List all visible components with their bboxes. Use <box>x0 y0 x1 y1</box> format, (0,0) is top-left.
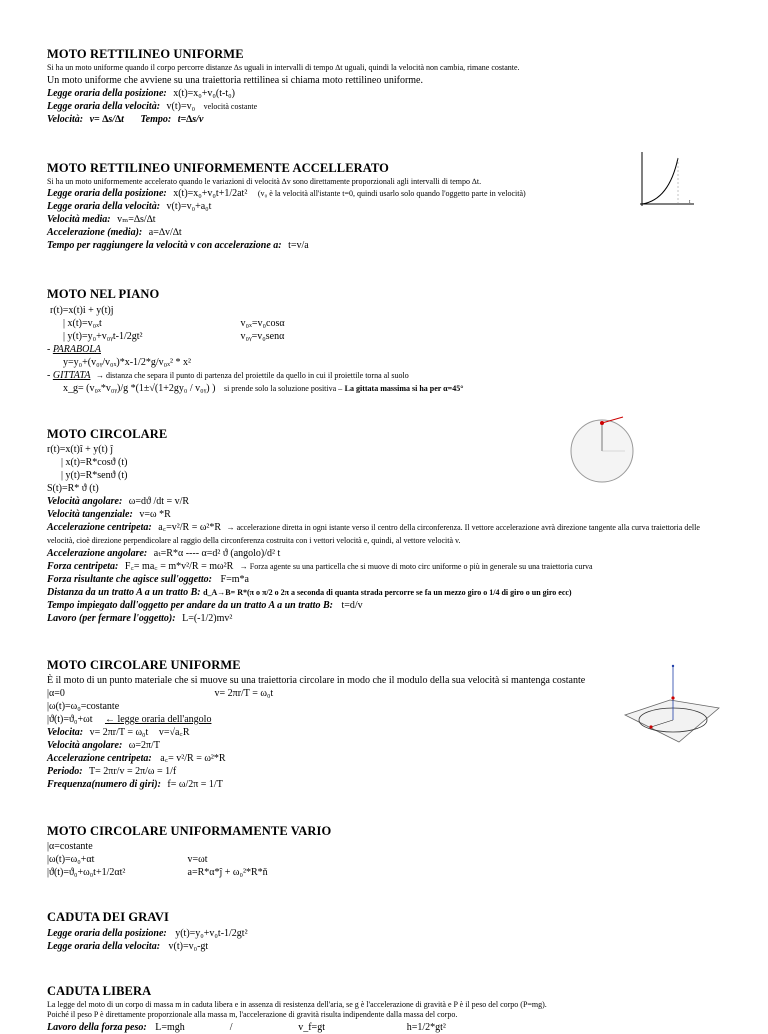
section-caduta-dei-gravi <box>47 909 717 952</box>
bullet: - <box>47 369 51 381</box>
formula-row <box>47 187 717 200</box>
formula-line: y=y₀+(v₀ᵧ/v₀ₓ)*x-1/2*g/v₀ₓ² * x² <box>63 356 191 368</box>
formula-value: x_g= (v₀ₓ*v₀ᵧ)/g *(1±√(1+2gy₀ / v₀ᵧ) ) <box>63 382 216 394</box>
formula-row <box>47 599 717 612</box>
particle <box>600 421 604 425</box>
circle-3d-figure <box>615 660 723 745</box>
formula-row <box>47 927 717 940</box>
description: Si ha un moto uniformemente accelerato quando le variazioni di velocità ∆v sono direttamente proporzionali agli intervalli di tempo ∆t. <box>47 176 482 186</box>
formula-row <box>47 226 717 239</box>
formula-line <box>47 317 717 330</box>
formula-line <box>47 866 717 879</box>
description: Poiché il peso P è direttamente proporzionale alla massa m, l'accelerazione di gravità risulta indipendente dalla massa del corpo. <box>47 1010 458 1020</box>
formula-row <box>47 612 717 625</box>
formula-line <box>47 853 717 866</box>
formula-value: d_A→B= R*(π o π/2 o 2π a seconda di quanta strada percorre se fa un mezzo giro o 1/4 di giro o un giro ecc) <box>203 587 572 597</box>
formula-value: F=m*a <box>220 573 249 585</box>
section-title: MOTO CIRCOLARE <box>47 426 168 441</box>
description: La legge del moto di un corpo di massa m in caduta libera e in assenza di resistenza dell'aria, se g è l'accelerazione di gravità e P è il peso del corpo (P=mg). <box>47 999 547 1009</box>
formula-value: v= 2πr/T = ω₀t <box>214 688 274 700</box>
formula-line: S(t)=R* ϑ (t) <box>47 482 99 494</box>
formula-value: t=v/a <box>288 240 309 252</box>
formula-value: y(t)=y₀+v₀t-1/2gt² <box>175 927 248 939</box>
formula-value: t=d/v <box>341 599 363 611</box>
formula-label: Distanza da un tratto A a un tratto B: <box>47 586 201 598</box>
formula-row <box>47 1021 717 1034</box>
formula-row <box>47 239 717 252</box>
axis-label: t <box>689 200 691 205</box>
section-moto-rettilineo-uniforme <box>47 46 717 126</box>
formula-value: v=ω *R <box>139 508 171 520</box>
section-moto-uniformemente-accelerato <box>47 160 717 253</box>
formula-note: → distanza che separa il punto di partenza del proiettile da quello in cui il proiettile torna al suolo <box>95 370 409 380</box>
formula-line: |α=costante <box>47 841 93 853</box>
formula-row <box>47 765 717 778</box>
formula-label: Forza risultante che agisce sull'oggetto: <box>47 573 213 585</box>
formula-row <box>47 586 717 599</box>
graph-figure <box>634 150 696 208</box>
section-title: MOTO NEL PIANO <box>47 287 160 302</box>
formula-value: |ϑ(t)=ϑ₀+ω₀t+1/2αt² <box>47 867 126 879</box>
formula-label: Accelerazione angolare: <box>47 547 148 559</box>
section-title: MOTO RETTILINEO UNIFORMEMENTE ACCELLERATO <box>47 160 390 175</box>
formula-value: L=mgh <box>155 1021 185 1033</box>
formula-value: x(t)=x₀+v₀(t-t₀) <box>173 87 235 99</box>
formula-label: Velocità angolare: <box>47 740 123 752</box>
formula-row <box>47 573 717 586</box>
formula-label: Legge oraria della velocita: <box>47 940 161 952</box>
section-moto-circolare-uniformemente-vario <box>47 823 717 879</box>
bullet: - <box>47 343 51 355</box>
section-title: MOTO CIRCOLARE UNIFORME <box>47 657 241 672</box>
formula-label: Legge oraria della velocità: <box>47 201 161 213</box>
formula-value: v_f=gt <box>298 1021 325 1033</box>
axis-tip <box>672 665 674 667</box>
formula-value: |ϑ(t)=ϑ₀+ωt <box>47 714 93 726</box>
formula-label: Legge oraria della velocità: <box>47 100 161 112</box>
formula-note: velocità costante <box>203 101 258 111</box>
section-title: MOTO CIRCOLARE UNIFORMAMENTE VARIO <box>47 824 332 839</box>
formula-value: v= ∆s/∆t <box>89 113 124 125</box>
formula-label: Forza centripeta: <box>47 560 119 572</box>
formula-line: r(t)=x(t)i + y(t)j <box>50 304 114 316</box>
gittata-label: GITTATA <box>52 369 91 381</box>
formula-value: v= 2πr/T = ω₀t <box>89 727 149 739</box>
formula-note: La gittata massima si ha per α=45° <box>344 383 464 393</box>
formula-value: ω=dϑ /dt = v/R <box>128 495 190 507</box>
formula-label: Lavoro della forza peso: <box>47 1021 147 1033</box>
formula-value: a=∆v/∆t <box>148 227 182 239</box>
curve <box>642 158 678 204</box>
formula-line <box>47 382 717 395</box>
formula-value: v=√a꜀R <box>158 727 190 739</box>
formula-label: Velocità angolare: <box>47 495 123 507</box>
formula-row <box>47 213 717 226</box>
formula-row <box>47 100 717 113</box>
formula-value: v(t)=v₀+a₀t <box>166 201 212 213</box>
particle <box>649 725 652 728</box>
formula-label: Velocita: <box>47 727 84 739</box>
formula-note: → Forza agente su una particella che si muove di moto circ uniforme o più in generale su una traiettoria curva <box>239 561 593 571</box>
formula-label: Frequenza(numero di giri): <box>47 779 161 791</box>
formula-row <box>47 495 717 508</box>
formula-value: |ω(t)=ω₀+αt <box>47 854 95 866</box>
formula-value: v₀ᵧ=v₀senα <box>240 330 285 342</box>
section-title: CADUTA LIBERA <box>47 983 152 998</box>
formula-label: Accelerazione centripeta: <box>47 521 152 533</box>
formula-value: vₘ=∆s/∆t <box>117 214 156 226</box>
formula-row <box>47 940 717 953</box>
formula-note: ← legge oraria dell'angolo <box>104 714 212 726</box>
formula-value: |α=0 <box>47 688 65 700</box>
description: Si ha un moto uniforme quando il corpo percorre distanze ∆s uguali in intervalli di tempo ∆t uguali, quindi la velocità non cambia, rimane costante. <box>47 63 520 73</box>
formula-value: F꜀= ma꜀ = m*v²/R = mω²R <box>124 560 234 572</box>
formula-line: | x(t)=R*cosϑ (t) <box>61 456 128 468</box>
circle-figure <box>565 413 640 488</box>
formula-row <box>47 113 717 126</box>
formula-value: v₀ₓ=v₀cosα <box>240 317 285 329</box>
formula-label: Lavoro (per fermare l'oggetto): <box>47 612 176 624</box>
formula-row <box>47 87 717 100</box>
formula-line: r(t)=x(t)î + y(t) ĵ <box>47 443 113 455</box>
formula-row <box>47 752 717 765</box>
formula-label: Tempo: <box>140 113 172 125</box>
formula-value: a꜀= v²/R = ω²*R <box>160 753 226 765</box>
formula-value: | x(t)=v₀ₓt <box>63 317 102 329</box>
formula-label: Legge oraria della posizione: <box>47 188 167 200</box>
formula-value: ω=2π/T <box>128 740 160 752</box>
formula-value: a꜀=v²/R = ω²*R <box>158 521 222 533</box>
section-title: CADUTA DEI GRAVI <box>47 910 169 925</box>
formula-value: v=ωt <box>187 854 208 866</box>
formula-value: f= ω/2π = 1/T <box>167 779 223 791</box>
description: È il moto di un punto materiale che si muove su una traiettoria circolare in modo che il modulo della sua velocità si mantenga costante <box>47 675 586 687</box>
formula-line: |ω(t)=ω₀=costante <box>47 701 120 713</box>
formula-note: → accelerazione diretta in ogni istante verso il centro della circonferenza. Il vettore accelerazione avrà direzione tangente alla curva traiettoria delle velocità, cioè direzione perpendicolare al raggio della circonferenza costruita con i vettori velocità e, quindi, al vettore velocità v. <box>47 522 700 545</box>
formula-line: | y(t)=R*senϑ (t) <box>61 469 128 481</box>
formula-label: Velocità: <box>47 113 84 125</box>
section-moto-nel-piano <box>47 286 717 394</box>
formula-row <box>47 560 717 573</box>
formula-value: T= 2πr/v = 2π/ω = 1/f <box>89 766 177 778</box>
formula-label: Accelerazione (media): <box>47 227 143 239</box>
formula-value: h=1/2*gt² <box>406 1021 446 1033</box>
gittata-label-row <box>47 369 717 382</box>
formula-label: Tempo impiegato dall'oggetto per andare da un tratto A a un tratto B: <box>47 599 333 611</box>
formula-value: v(t)=v₀-gt <box>168 940 209 952</box>
formula-label: Legge oraria della posizione: <box>47 87 167 99</box>
omega-point <box>671 696 674 699</box>
formula-value: | y(t)=y₀+v₀ᵧt-1/2gt² <box>63 330 143 342</box>
separator: / <box>229 1021 233 1033</box>
formula-label: Tempo per raggiungere la velocità v con accelerazione a: <box>47 240 282 252</box>
formula-value: aₜ=R*α ---- α=d² ϑ (angolo)/d² t <box>153 547 281 559</box>
formula-line <box>47 330 717 343</box>
formula-label: Periodo: <box>47 766 83 778</box>
formula-value: x(t)=x₀+v₀t+1/2at² <box>173 188 248 200</box>
section-title: MOTO RETTILINEO UNIFORME <box>47 47 244 61</box>
formula-value: a=R*α*ĵ + ω₀²*R*ň <box>187 867 268 879</box>
parabola-label-row <box>47 343 717 356</box>
description: Un moto uniforme che avviene su una traiettoria rettilinea si chiama moto rettilineo uniforme. <box>47 74 423 86</box>
formula-label: Accelerazione centripeta: <box>47 753 152 765</box>
section-caduta-libera <box>47 983 717 1034</box>
formula-label: Velocità tangenziale: <box>47 508 133 520</box>
formula-note: si prende solo la soluzione positiva – <box>223 383 343 393</box>
parabola-label: PARABOLA <box>52 343 101 355</box>
formula-row <box>47 547 717 560</box>
formula-row <box>47 521 717 547</box>
formula-row <box>47 778 717 791</box>
formula-label: Legge oraria della posizione: <box>47 927 167 939</box>
formula-label: Velocità media: <box>47 214 111 226</box>
formula-value: v(t)=v₀ <box>166 100 196 112</box>
formula-value: t=∆s/v <box>177 113 204 125</box>
formula-value: L=(-1/2)mv² <box>182 612 233 624</box>
formula-row <box>47 508 717 521</box>
formula-note: (v₀ è la velocità all'istante t=0, quindi usarlo solo quando l'oggetto parte in velocità) <box>257 189 526 199</box>
formula-row <box>47 200 717 213</box>
